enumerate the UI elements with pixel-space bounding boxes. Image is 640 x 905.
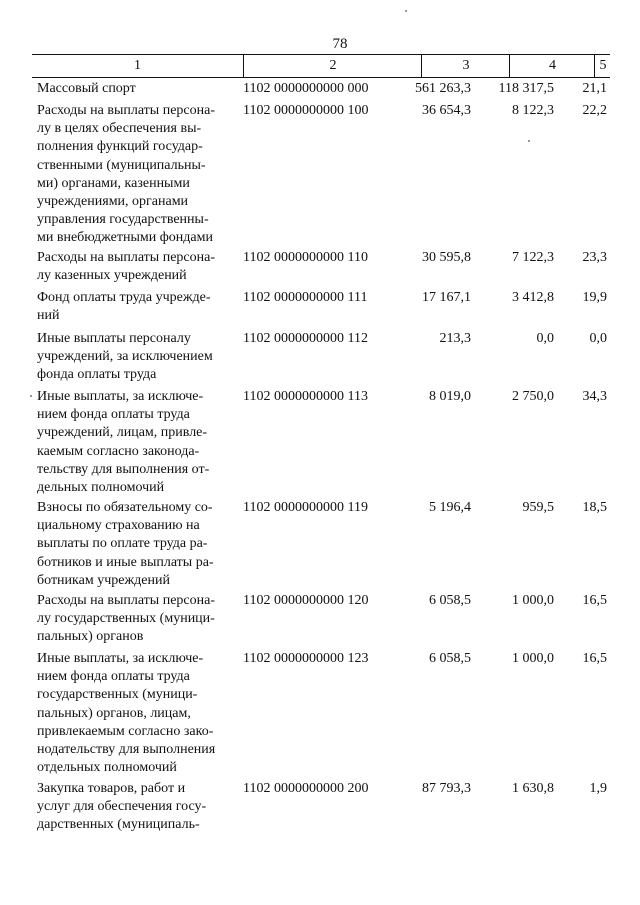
header-col-4: 4 xyxy=(509,55,595,77)
row-col3: 8 019,0 xyxy=(429,389,471,404)
row-code: 1102 0000000000 100 xyxy=(243,103,369,118)
row-name-line: дельных полномочий xyxy=(37,480,165,496)
row-name-line: тельству для выполнения от- xyxy=(37,461,210,477)
scan-speck xyxy=(405,10,407,12)
row-col5: 34,3 xyxy=(582,389,607,404)
row-name-line: дарственных (муниципаль- xyxy=(37,817,200,833)
row-name-line: каемым согласно законода- xyxy=(37,443,200,459)
row-code: 1102 0000000000 111 xyxy=(243,290,368,305)
row-code: 1102 0000000000 123 xyxy=(243,651,369,666)
row-col5: 16,5 xyxy=(582,651,607,666)
row-name-line: Фонд оплаты труда учрежде- xyxy=(37,290,211,305)
row-name xyxy=(37,289,242,325)
row-col4: 8 122,3 xyxy=(512,103,554,118)
row-name-line: фонда оплаты труда xyxy=(37,367,157,383)
row-name-line: нием фонда оплаты труда xyxy=(37,669,190,685)
row-col4: 959,5 xyxy=(522,500,554,515)
header-col-3: 3 xyxy=(421,55,510,77)
row-name-line: привлекаемым согласно зако- xyxy=(37,723,214,739)
row-name-line: ми) органами, казенными xyxy=(37,175,190,191)
row-name xyxy=(37,780,242,835)
row-name-line: Расходы на выплаты персона- xyxy=(37,593,215,608)
row-col5: 23,3 xyxy=(582,250,607,265)
header-col-5: 5 xyxy=(594,55,611,77)
row-name-line: нием фонда оплаты труда xyxy=(37,407,190,423)
row-name xyxy=(37,330,242,385)
row-col5: 21,1 xyxy=(582,81,607,96)
row-name xyxy=(37,80,242,98)
row-name-line: выплаты по оплате труда ра- xyxy=(37,536,208,552)
row-col4: 0,0 xyxy=(536,331,554,346)
row-name xyxy=(37,102,242,248)
row-code: 1102 0000000000 110 xyxy=(243,250,368,265)
row-name-line: Иные выплаты, за исключе- xyxy=(37,389,204,404)
row-name-line: циальному страхованию на xyxy=(37,518,200,534)
row-col4: 7 122,3 xyxy=(512,250,554,265)
row-name-line: Иные выплаты, за исключе- xyxy=(37,651,204,666)
row-col3: 36 654,3 xyxy=(422,103,471,118)
row-code: 1102 0000000000 113 xyxy=(243,389,368,404)
row-col3: 6 058,5 xyxy=(429,593,471,608)
row-name-line: Взносы по обязательному со- xyxy=(37,500,213,515)
row-col3: 87 793,3 xyxy=(422,781,471,796)
page-number: 78 xyxy=(332,36,348,52)
row-col3: 5 196,4 xyxy=(429,500,471,515)
row-name-line: Иные выплаты персоналу xyxy=(37,331,191,346)
row-col5: 1,9 xyxy=(589,781,607,796)
row-col3: 213,3 xyxy=(439,331,471,346)
row-name-line: государственных (муници- xyxy=(37,687,198,703)
row-name-line: Закупка товаров, работ и xyxy=(37,781,186,796)
row-name-line: учреждений, за исключением xyxy=(37,349,213,365)
table-header xyxy=(32,54,610,78)
row-col3: 30 595,8 xyxy=(422,250,471,265)
row-name-line: Расходы на выплаты персона- xyxy=(37,250,215,265)
row-col4: 1 000,0 xyxy=(512,593,554,608)
row-col4: 1 000,0 xyxy=(512,651,554,666)
row-col5: 0,0 xyxy=(589,331,607,346)
scan-speck xyxy=(30,395,32,397)
row-name-line: лу государственных (муници- xyxy=(37,611,215,627)
row-col5: 19,9 xyxy=(582,290,607,305)
row-col3: 561 263,3 xyxy=(415,81,471,96)
row-name-line: пальных) органов, лицам, xyxy=(37,705,191,721)
row-col4: 3 412,8 xyxy=(512,290,554,305)
row-name-line: ний xyxy=(37,308,60,324)
header-col-1: 1 xyxy=(134,58,141,73)
row-code: 1102 0000000000 120 xyxy=(243,593,369,608)
row-name-line: полнения функций государ- xyxy=(37,139,203,155)
row-name-line: услуг для обеспечения госу- xyxy=(37,799,207,815)
row-name-line: отдельных полномочий xyxy=(37,760,177,776)
row-col4: 118 317,5 xyxy=(498,81,554,96)
row-name-line: ботников и иные выплаты ра- xyxy=(37,554,214,570)
row-col4: 1 630,8 xyxy=(512,781,554,796)
row-col3: 6 058,5 xyxy=(429,651,471,666)
row-name-line: ми внебюджетными фондами xyxy=(37,230,213,246)
row-name-line: лу в целях обеспечения вы- xyxy=(37,121,202,137)
row-name-line: лу казенных учреждений xyxy=(37,268,187,284)
row-name xyxy=(37,388,242,497)
row-code: 1102 0000000000 000 xyxy=(243,81,369,96)
row-col4: 2 750,0 xyxy=(512,389,554,404)
row-col3: 17 167,1 xyxy=(422,290,471,305)
row-col5: 18,5 xyxy=(582,500,607,515)
scan-speck xyxy=(528,140,530,142)
row-col5: 22,2 xyxy=(582,103,607,118)
row-name-line: учреждениями, органами xyxy=(37,194,189,210)
row-name-line: управления государственны- xyxy=(37,212,209,228)
row-name-line: пальных) органов xyxy=(37,629,144,645)
row-name-line: учреждений, лицам, привле- xyxy=(37,425,208,441)
header-col-2: 2 xyxy=(243,55,422,77)
row-code: 1102 0000000000 112 xyxy=(243,331,368,346)
row-name-line: ственными (муниципальны- xyxy=(37,157,206,173)
row-col5: 16,5 xyxy=(582,593,607,608)
row-name xyxy=(37,592,242,647)
row-name-line: ботникам учреждений xyxy=(37,572,170,588)
row-code: 1102 0000000000 119 xyxy=(243,500,368,515)
row-code: 1102 0000000000 200 xyxy=(243,781,369,796)
row-name xyxy=(37,249,242,285)
row-name xyxy=(37,499,242,590)
row-name-line: нодательству для выполнения xyxy=(37,742,216,758)
row-name-line: Массовый спорт xyxy=(37,81,136,96)
row-name xyxy=(37,650,242,777)
row-name-line: Расходы на выплаты персона- xyxy=(37,103,215,118)
